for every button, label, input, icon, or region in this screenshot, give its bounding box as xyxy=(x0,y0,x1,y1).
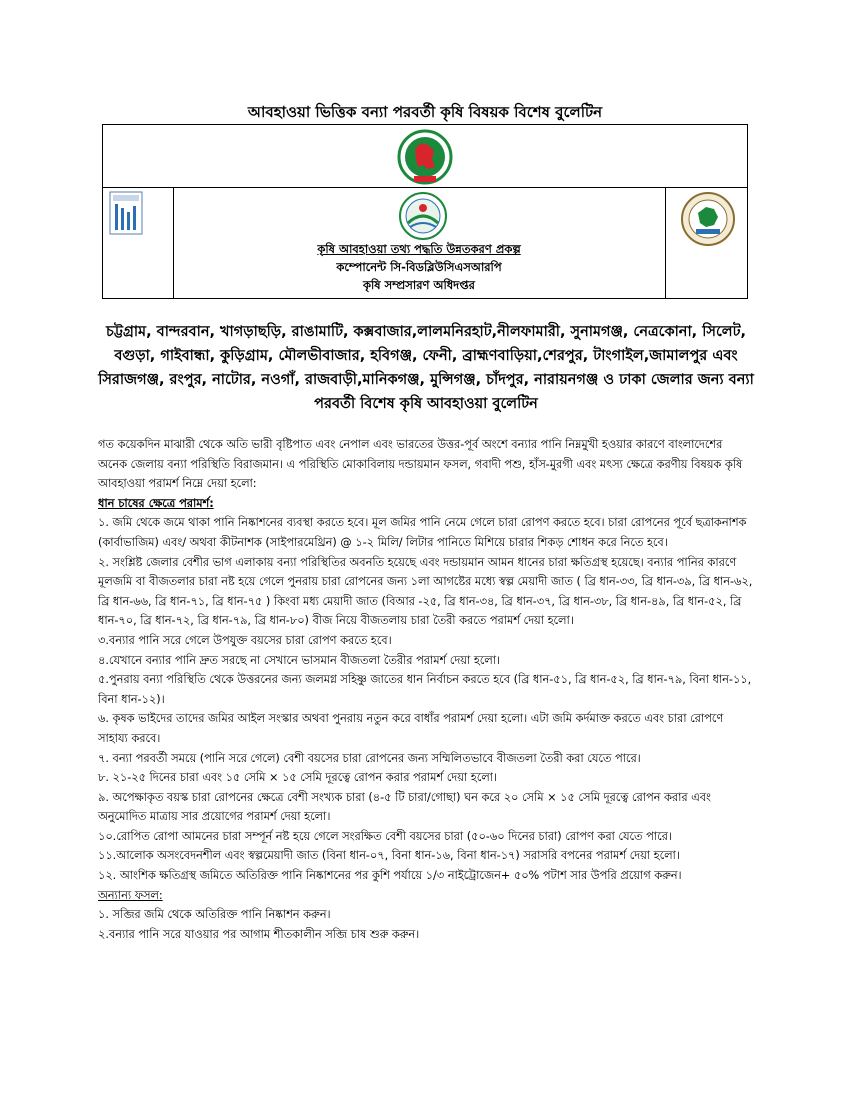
other-item: ২.বন্যার পানি সরে যাওয়ার পর আগাম শীতকালীন সব্জি চাষ শুরু করুন। xyxy=(98,927,420,941)
rice-section-title: ধান চাষের ক্ষেত্রে পরামর্শ: xyxy=(98,496,214,510)
project-component: কম্পোনেন্ট সি-বিডব্লিউসিএসআরপি xyxy=(336,260,502,274)
header-top-row xyxy=(103,125,747,188)
rice-item: ৩.বন্যার পানি সরে গেলে উপযুক্ত বয়সের চারা রোপণ করতে হবে। xyxy=(98,633,392,647)
rice-item: ৫.পুনরায় বন্যা পরিস্থিতি থেকে উত্তরনের জন্য জলমগ্ন সহিষ্ণু জাতের ধান নির্বাচন করতে হবে (ব্রি ধান-৫১, ব্রি ধান-৫২, ব্রি ধান-৭৯, বিনা ধান-১১, বিনা ধান-১২)। xyxy=(98,673,752,706)
districts-heading xyxy=(96,320,756,416)
districts-line: বগুড়া, গাইবান্ধা, কুড়িগ্রাম, মৌলভীবাজার, হবিগঞ্জ, ফেনী, ব্রাহ্মণবাড়িয়া,শেরপুর, টাংগাইল,জামালপুর এবং xyxy=(114,348,738,364)
rice-item: ৬. কৃষক ভাইদের তাদের জমির আইল সংস্কার অথবা পুনরায় নতুন করে বাধাঁর পরামর্শ দেয়া হলো। এটা জমি কর্দমাক্ত করতে এবং চারা রোপণে সাহায্য করবে। xyxy=(98,712,724,745)
bulletin-body xyxy=(98,435,754,944)
bulletin-title: আবহাওয়া ভিত্তিক বন্যা পরবর্তী কৃষি বিষয়ক বিশেষ বুলেটিন xyxy=(247,103,603,121)
department-name: কৃষি সম্প্রসারণ অধিদপ্তর xyxy=(362,278,476,292)
other-section-title: অন্যান্য ফসল: xyxy=(98,888,163,902)
rice-item: ২. সংশ্লিষ্ট জেলার বেশীর ভাগ এলাকায় বন্যা পরিস্থিতির অবনতি হয়েছে এবং দন্ডায়মান আমন ধানের চারা ক্ষতিগ্রস্থ হয়েছে। বন্যার পানির কারণে মূলজমি বা বীজতলার চারা নষ্ট হয়ে গেলে পুনরায় চারা রোপনের জন্য ১লা আগষ্টের মধ্যে স্বল্প মেয়াদী জাত ( ব্রি ধান-৩৩, ব্রি ধান-৩৯, ব্রি ধান-৬২, ব্রি ধান-৬৬, ব্রি ধান-৭১, ব্রি ধান-৭৫ ) কিংবা মধ্য মেয়াদী জাত (বিআর -২৫, ব্রি ধান-৩৪, ব্রি ধান-৩৭, ব্রি ধান-৩৮, ব্রি ধান-৪৯, ব্রি ধান-৫২, ব্রি ধান-৭০, ব্রি ধান-৭২, ব্রি ধান-৭৯, ব্রি ধান-৮০) বীজ নিয়ে বীজতলায় চারা তৈরী করতে পরামর্শ দেয়া হলো। xyxy=(98,555,753,628)
header-right-cell xyxy=(665,188,748,298)
rice-item: ৮. ২১-২৫ দিনের চারা এবং ১৫ সেমি × ১৫ সেমি দূরত্বে রোপন করার পরামর্শ দেয়া হলো। xyxy=(98,771,497,785)
rice-item: ৭. বন্যা পরবর্তী সময়ে (পানি সরে গেলে) বেশী বয়সের চারা রোপনের জন্য সম্মিলিতভাবে বীজতলা তৈরী করা যেতে পারে। xyxy=(98,751,641,765)
dae-logo-icon xyxy=(680,191,736,247)
rice-item: ৪.যেখানে বন্যার পানি দ্রুত সরছে না সেখানে ভাসমান বীজতলা তৈরীর পরামর্শ দেয়া হলো। xyxy=(98,653,501,667)
meteorology-department-logo-icon xyxy=(109,191,143,235)
government-seal-icon xyxy=(388,129,462,185)
rice-item: ৯. অপেক্ষাকৃত বয়স্ক চারা রোপনের ক্ষেত্রে বেশী সংখ্যক চারা (৪-৫ টি চারা/গোছা) ঘন করে ২০ সেমি × ১৫ সেমি দূরত্বে রোপন করার এবং অনুমোদিত মাত্রায় সার প্রয়োগের পরামর্শ দেয়া হলো। xyxy=(98,790,711,824)
rice-item: ১১.আলোক অসংবেদনশীল এবং স্বল্পমেয়াদী জাত (বিনা ধান-০৭, বিনা ধান-১৬, বিনা ধান-১৭) সরাসরি বপনের পরামর্শ দেয়া হলো। xyxy=(98,849,680,863)
project-info xyxy=(174,240,664,294)
rice-item: ১০.রোপিত রোপা আমনের চারা সম্পূর্ন নষ্ট হয়ে গেলে সংরক্ষিত বেশী বয়সের চারা (৫০-৬০ দিনের চারা) রোপণ করা যেতে পারে। xyxy=(98,829,672,843)
project-logo-icon xyxy=(386,191,460,241)
other-item: ১. সব্জির জমি থেকে অতিরিক্ত পানি নিষ্কাশন করুন। xyxy=(98,908,331,922)
districts-line: চট্টগ্রাম, বান্দরবান, খাগড়াছড়ি, রাঙামাটি, কক্সবাজার,লালমনিরহাট,নীলফামারী, সুনামগঞ্জ, নেত্রকোনা, সিলেট, xyxy=(106,324,746,340)
header-left-cell xyxy=(103,188,174,298)
districts-line: সিরাজগঞ্জ, রংপুর, নাটোর, নওগাঁ, রাজবাড়ী,মানিকগঞ্জ, মুন্সিগঞ্জ, চাঁদপুর, নারায়নগঞ্জ ও ঢাকা জেলার জন্য বন্যা xyxy=(98,372,754,388)
header-table xyxy=(102,124,748,299)
intro-paragraph: গত কয়েকদিন মাঝারী থেকে অতি ভারী বৃষ্টিপাত এবং নেপাল এবং ভারতের উত্তর-পূর্ব অংশে বন্যার পানি নিম্নমুখী হওয়ার কারণে বাংলাদেশের অনেক জেলায় বন্যা পরিস্থিতি বিরাজমান। এ পরিস্থিতি মোকাবিলায় দন্ডায়মান ফসল, গবাদী পশু, হাঁস-মুরগী এবং মৎস্য ক্ষেত্রে করণীয় বিষয়ক কৃষি আবহাওয়া পরামর্শ নিম্নে দেয়া হলো: xyxy=(98,438,743,491)
project-name: কৃষি আবহাওয়া তথ্য পদ্ধতি উন্নতকরণ প্রকল্প xyxy=(317,242,521,256)
rice-item: ১. জমি থেকে জমে থাকা পানি নিষ্কাশনের ব্যবস্থা করতে হবে। মূল জমির পানি নেমে গেলে চারা রোপণ করতে হবে। চারা রোপনের পূর্বে ছত্রাকনাশক (কার্বাভাজিম) এবং/ অথবা কীটনাশক (সাইপারমেথ্রিন) @ ১-২ মিলি/ লিটার পানিতে মিশিয়ে চারার শিকড় শোধন করে নিতে হবে। xyxy=(98,516,747,549)
rice-item: ১২. আংশিক ক্ষতিগ্রস্থ জমিতে অতিরিক্ত পানি নিষ্কাশনের পর কুশি পর্যায়ে ১/৩ নাইট্রোজেন+ ৫০% পটাশ সার উপরি প্রয়োগ করুন। xyxy=(98,869,682,883)
districts-line: পরবর্তী বিশেষ কৃষি আবহাওয়া বুলেটিন xyxy=(314,396,538,412)
